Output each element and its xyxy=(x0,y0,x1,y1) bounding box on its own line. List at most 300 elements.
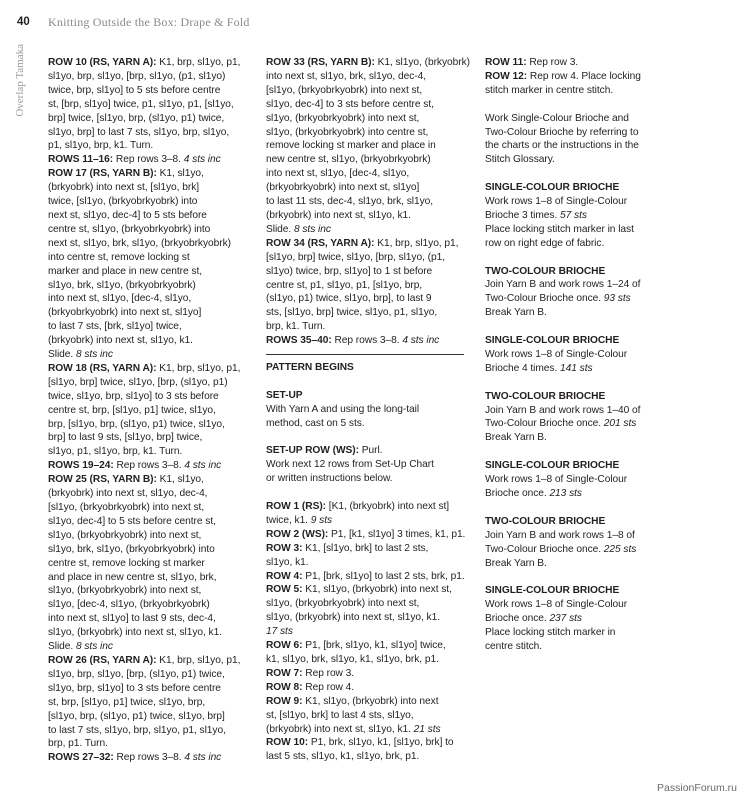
instruction-text: into next st, sl1yo] to last 9 sts, dec-4, xyxy=(48,613,216,625)
instruction-text: Brioche once. xyxy=(485,488,550,499)
instruction-text: Rep row 3. xyxy=(305,667,355,679)
text-line xyxy=(266,681,474,695)
text-line xyxy=(48,654,260,668)
paragraph-gap xyxy=(485,501,675,515)
instruction-text: (sl1yo, p1) twice, sl1yo, brp], to last 9 xyxy=(266,293,432,305)
text-line xyxy=(48,668,260,682)
row-heading: ROW 12: xyxy=(485,70,530,82)
paragraph-gap xyxy=(266,431,474,445)
text-line xyxy=(485,139,675,153)
instruction-text: Work next 12 rows from Set-Up Chart xyxy=(266,459,434,471)
instruction-text: Rep row 4. Place locking xyxy=(529,70,641,82)
instruction-text: (brkyobrk) into next st, sl1yo, k1. xyxy=(266,723,414,735)
row-heading: ROW 26 (RS, YARN A): xyxy=(48,654,160,666)
text-line xyxy=(48,598,260,612)
text-line xyxy=(48,167,260,181)
text-line xyxy=(48,459,260,473)
instruction-text: sl1yo, (brkyobrkyobrk) into next st, xyxy=(48,585,202,597)
text-line xyxy=(266,237,474,251)
text-line xyxy=(485,362,675,376)
text-line xyxy=(266,153,474,167)
row-heading: SINGLE-COLOUR BRIOCHE xyxy=(485,460,620,472)
instruction-text: brp, p1. Turn. xyxy=(48,738,108,750)
instruction-text: st, [brp, sl1yo] twice, p1, sl1yo, p1, [sl1yo, xyxy=(48,98,234,110)
instruction-text: sl1yo, brp, sl1yo, [brp, (sl1yo, p1) twice, xyxy=(48,668,225,680)
instruction-text: sl1yo, (brkyobrk) into next st, sl1yo, k1. xyxy=(266,612,440,624)
side-tab-label: Overlap Tamaka xyxy=(14,44,26,117)
paragraph-gap xyxy=(485,376,675,390)
row-heading: ROW 25 (RS, YARN B): xyxy=(48,474,160,486)
paragraph-gap xyxy=(485,445,675,459)
row-heading: ROW 33 (RS, YARN B): xyxy=(266,57,378,68)
row-heading: ROWS 35–40: xyxy=(266,335,335,347)
row-heading: TWO-COLOUR BRIOCHE xyxy=(485,265,606,277)
text-line xyxy=(266,334,474,348)
instruction-text: sl1yo, dec-4] to 3 sts before centre st, xyxy=(266,98,434,110)
page-number: 40 xyxy=(17,16,30,28)
instruction-text: Break Yarn B. xyxy=(485,557,547,569)
instruction-text: into centre st, remove locking st xyxy=(48,251,190,263)
text-line xyxy=(485,237,675,251)
instruction-text: Rep rows 3–8. xyxy=(334,335,403,347)
instruction-text: to last 11 sts, dec-4, sl1yo, brk, sl1yo, xyxy=(266,196,434,208)
text-line xyxy=(48,682,260,696)
row-heading: ROW 10: xyxy=(266,737,311,749)
instruction-text: sl1yo, dec-4] to 5 sts before centre st, xyxy=(48,515,216,527)
instruction-text: brp, [sl1yo, brp, (sl1yo, p1) twice, sl1yo, xyxy=(48,418,225,430)
text-line xyxy=(266,320,474,334)
instruction-text: Work rows 1–8 of Single-Colour xyxy=(485,348,628,360)
instruction-text: [sl1yo, (brkyobrkyobrk) into next st, xyxy=(266,84,423,96)
text-line xyxy=(48,320,260,334)
text-line xyxy=(48,84,260,98)
instruction-text: row on right edge of fabric. xyxy=(485,237,605,249)
instruction-text: sl1yo, brk, sl1yo, (brkyobrkyobrk) into xyxy=(48,543,215,555)
row-heading: SINGLE-COLOUR BRIOCHE xyxy=(485,335,620,347)
instruction-text: K1, brp, sl1yo, p1, xyxy=(159,57,241,68)
instruction-text: twice, [sl1yo, (brkyobrkyobrk) into xyxy=(48,196,198,208)
text-line xyxy=(485,626,675,640)
instruction-text: Join Yarn B and work rows 1–8 of xyxy=(485,529,635,541)
text-line xyxy=(266,139,474,153)
text-line xyxy=(266,653,474,667)
stitch-count: 213 sts xyxy=(549,488,582,499)
instruction-text: sl1yo, (brkyobrkyobrk) into next st, xyxy=(266,598,420,610)
row-heading: SINGLE-COLOUR BRIOCHE xyxy=(485,182,620,194)
row-heading: PATTERN BEGINS xyxy=(266,362,354,374)
text-line xyxy=(48,334,260,348)
stitch-count: 4 sts inc xyxy=(402,335,440,347)
instruction-text: Slide. xyxy=(48,641,76,653)
instruction-text: sl1yo) twice, brp, sl1yo] to 1 st before xyxy=(266,265,433,277)
text-line xyxy=(266,209,474,223)
text-line xyxy=(48,515,260,529)
text-line xyxy=(266,597,474,611)
text-line xyxy=(48,737,260,751)
text-line xyxy=(266,389,474,403)
text-line xyxy=(48,710,260,724)
paragraph-gap xyxy=(266,486,474,500)
row-heading: ROW 34 (RS, YARN A): xyxy=(266,237,378,249)
text-line xyxy=(48,431,260,445)
text-line xyxy=(48,696,260,710)
paragraph-gap xyxy=(485,98,675,112)
text-line xyxy=(266,279,474,293)
row-heading: ROW 18 (RS, YARN A): xyxy=(48,362,160,374)
instruction-text: Stitch Glossary. xyxy=(485,154,555,166)
instruction-text: [K1, (brkyobrk) into next st] xyxy=(328,501,450,513)
instruction-text: brp] to last 9 sts, [sl1yo, brp] twice, xyxy=(48,432,203,444)
text-line xyxy=(266,223,474,237)
text-line xyxy=(485,417,675,431)
text-line xyxy=(266,70,474,84)
row-heading: TWO-COLOUR BRIOCHE xyxy=(485,390,606,402)
text-line xyxy=(48,612,260,626)
row-heading: ROW 2 (WS): xyxy=(266,528,332,540)
text-line xyxy=(485,195,675,209)
text-line xyxy=(48,404,260,418)
instruction-text: With Yarn A and using the long-tail xyxy=(266,403,420,415)
text-line xyxy=(485,543,675,557)
text-line xyxy=(485,598,675,612)
instruction-text: sl1yo, [dec-4, sl1yo, (brkyobrkyobrk) xyxy=(48,599,210,611)
text-line xyxy=(48,445,260,459)
instruction-text: into next st, sl1yo, brk, sl1yo, dec-4, xyxy=(266,70,426,82)
instruction-text: K1, sl1yo, (brkyobrk) into next xyxy=(305,695,439,707)
text-line xyxy=(48,390,260,404)
stitch-count: 57 sts xyxy=(560,209,587,221)
text-line xyxy=(48,584,260,598)
text-line xyxy=(485,459,675,473)
text-line xyxy=(266,639,474,653)
text-line xyxy=(485,584,675,598)
instruction-text: Rep rows 3–8. xyxy=(116,752,185,764)
text-line xyxy=(48,279,260,293)
row-heading: ROW 9: xyxy=(266,695,306,707)
text-line xyxy=(485,348,675,362)
text-line xyxy=(48,181,260,195)
instruction-text: Two-Colour Brioche once. xyxy=(485,293,604,305)
instruction-text: st, brp, [sl1yo, p1] twice, sl1yo, brp, xyxy=(48,696,206,708)
instruction-text: P1, brk, sl1yo, k1, [sl1yo, brk] to xyxy=(310,737,454,749)
watermark: PassionForum.ru xyxy=(657,782,737,794)
instruction-text: Join Yarn B and work rows 1–40 of xyxy=(485,404,641,416)
text-line xyxy=(266,417,474,431)
instruction-text: and place in new centre st, sl1yo, brk, xyxy=(48,571,217,583)
instruction-text: Rep row 3. xyxy=(529,57,579,68)
text-line xyxy=(485,292,675,306)
instruction-text: brp, k1. Turn. xyxy=(266,321,326,333)
instruction-text: (brkyobrkyobrk) into next st, sl1yo] xyxy=(266,182,420,194)
instruction-text: to last 7 sts, sl1yo, brp, sl1yo, p1, sl1yo, xyxy=(48,724,226,736)
text-line xyxy=(266,556,474,570)
instruction-text: method, cast on 5 sts. xyxy=(266,417,365,429)
text-line xyxy=(266,444,474,458)
text-line xyxy=(266,56,474,70)
text-column-3 xyxy=(485,56,675,654)
text-line xyxy=(48,126,260,140)
text-line xyxy=(266,84,474,98)
instruction-text: Brioche 3 times. xyxy=(485,209,561,221)
instruction-text: K1, brp, sl1yo, p1, xyxy=(159,362,241,374)
instruction-text: P1, [k1, sl1yo] 3 times, k1, p1. xyxy=(331,528,466,540)
instruction-text: P1, [brk, sl1yo] to last 2 sts, brk, p1. xyxy=(305,570,465,582)
row-heading: ROW 7: xyxy=(266,667,306,679)
stitch-count: 237 sts xyxy=(549,613,582,625)
text-line xyxy=(48,251,260,265)
instruction-text: Work Single-Colour Brioche and xyxy=(485,112,629,124)
text-line xyxy=(266,723,474,737)
instruction-text: P1, [brk, sl1yo, k1, sl1yo] twice, xyxy=(305,640,446,652)
text-column-2 xyxy=(266,56,474,764)
row-heading: SINGLE-COLOUR BRIOCHE xyxy=(485,585,620,597)
stitch-count: 225 sts xyxy=(603,543,637,555)
instruction-text: remove locking st marker and place in xyxy=(266,140,436,152)
text-line xyxy=(266,98,474,112)
text-line xyxy=(485,473,675,487)
text-line xyxy=(48,724,260,738)
running-title: Knitting Outside the Box: Drape & Fold xyxy=(48,15,250,29)
instruction-text: sl1yo, brp] to last 7 sts, sl1yo, brp, sl1yo, xyxy=(48,126,230,138)
instruction-text: K1, sl1yo, (brkyobrk) into next st, xyxy=(305,584,452,596)
text-line xyxy=(48,640,260,654)
instruction-text: sl1yo, brp, sl1yo] to 3 sts before centre xyxy=(48,682,221,694)
row-heading: ROW 4: xyxy=(266,570,306,582)
text-line xyxy=(48,265,260,279)
row-heading: ROW 17 (RS, YARN B): xyxy=(48,168,160,180)
paragraph-gap xyxy=(485,570,675,584)
instruction-text: Slide. xyxy=(48,349,76,361)
instruction-text: (brkyobrk) into next st, [sl1yo, brk] xyxy=(48,182,200,194)
text-column-1 xyxy=(48,56,260,765)
instruction-text: centre st, brp, [sl1yo, p1] twice, sl1yo, xyxy=(48,404,216,416)
instruction-text: twice, k1. xyxy=(266,514,311,526)
text-line xyxy=(266,500,474,514)
row-heading: ROW 10 (RS, YARN A): xyxy=(48,57,160,68)
text-line xyxy=(266,542,474,556)
text-line xyxy=(485,390,675,404)
instruction-text: [sl1yo, brp] twice, sl1yo, [brp, (sl1yo, p1) xyxy=(48,376,228,388)
instruction-text: into next st, sl1yo, [dec-4, sl1yo, xyxy=(266,168,410,180)
text-line xyxy=(48,98,260,112)
instruction-text: Brioche 4 times. xyxy=(485,362,561,374)
instruction-text: sl1yo, k1. xyxy=(266,556,309,568)
instruction-text: next st, sl1yo, dec-4] to 5 sts before xyxy=(48,209,207,221)
text-line xyxy=(266,709,474,723)
text-line xyxy=(266,736,474,750)
paragraph-gap xyxy=(266,375,474,389)
text-line xyxy=(48,571,260,585)
stitch-count: 4 sts inc xyxy=(184,752,222,764)
stitch-count: 201 sts xyxy=(603,418,637,430)
paragraph-gap xyxy=(485,320,675,334)
text-line xyxy=(485,557,675,571)
paragraph-gap xyxy=(485,167,675,181)
instruction-text: [sl1yo, brp] twice, sl1yo, [brp, sl1yo, (p1, xyxy=(266,251,445,263)
text-line xyxy=(266,403,474,417)
text-line xyxy=(485,223,675,237)
instruction-text: last 5 sts, sl1yo, k1, sl1yo, brk, p1. xyxy=(266,751,420,763)
instruction-text: st, [sl1yo, brk] to last 4 sts, sl1yo, xyxy=(266,709,414,721)
instruction-text: centre st, sl1yo, (brkyobrkyobrk) into xyxy=(48,223,211,235)
text-line xyxy=(48,292,260,306)
instruction-text: sl1yo, brk, sl1yo, (brkyobrkyobrk) xyxy=(48,279,196,291)
instruction-text: centre st, remove locking st marker xyxy=(48,557,205,569)
instruction-text: Work rows 1–8 of Single-Colour xyxy=(485,599,628,611)
text-line xyxy=(48,501,260,515)
instruction-text: K1, sl1yo, xyxy=(159,474,204,486)
instruction-text: Work rows 1–8 of Single-Colour xyxy=(485,474,628,486)
text-line xyxy=(266,695,474,709)
text-line xyxy=(266,181,474,195)
row-heading: SET-UP xyxy=(266,389,303,401)
instruction-text: stitch marker in centre stitch. xyxy=(485,84,614,96)
instruction-text: Work rows 1–8 of Single-Colour xyxy=(485,196,628,208)
text-line xyxy=(266,251,474,265)
text-line xyxy=(485,112,675,126)
instruction-text: k1, sl1yo, brk, sl1yo, k1, sl1yo, brk, p1. xyxy=(266,654,439,666)
stitch-count: 141 sts xyxy=(560,362,593,374)
instruction-text: Rep row 4. xyxy=(305,681,355,693)
instruction-text: the charts or the instructions in the xyxy=(485,140,639,152)
text-line xyxy=(48,153,260,167)
stitch-count: 8 sts inc xyxy=(293,223,331,235)
instruction-text: Break Yarn B. xyxy=(485,307,547,319)
instruction-text: sl1yo, (brkyobrkyobrk) into next st, xyxy=(266,112,420,124)
text-line xyxy=(48,626,260,640)
text-line xyxy=(485,209,675,223)
page-header xyxy=(0,13,749,33)
instruction-text: marker and place in new centre st, xyxy=(48,265,203,277)
text-line xyxy=(266,472,474,486)
text-line xyxy=(266,750,474,764)
instruction-text: sts, [sl1yo, brp] twice, sl1yo, p1, sl1yo, xyxy=(266,307,438,319)
instruction-text: K1, brp, sl1yo, p1, xyxy=(159,654,241,666)
instruction-text: Place locking stitch marker in xyxy=(485,627,616,639)
instruction-text: twice, sl1yo, brp, sl1yo] to 3 sts before xyxy=(48,390,219,402)
text-line xyxy=(485,515,675,529)
instruction-text: centre st, p1, sl1yo, p1, [sl1yo, brp, xyxy=(266,279,423,291)
instruction-text: Break Yarn B. xyxy=(485,432,547,444)
instruction-text: (brkyobrk) into next st, sl1yo, k1. xyxy=(266,209,411,221)
instruction-text: new centre st, sl1yo, (brkyobrkyobrk) xyxy=(266,154,431,166)
instruction-text: centre stitch. xyxy=(485,640,543,652)
row-heading: SET-UP ROW (WS): xyxy=(266,445,362,457)
text-line xyxy=(485,84,675,98)
instruction-text: [sl1yo, (brkyobrkyobrk) into next st, xyxy=(48,502,205,513)
row-heading: TWO-COLOUR BRIOCHE xyxy=(485,515,606,527)
row-heading: ROWS 11–16: xyxy=(48,154,116,166)
row-heading: ROW 6: xyxy=(266,640,306,652)
paragraph-gap xyxy=(485,251,675,265)
text-line xyxy=(48,195,260,209)
text-line xyxy=(266,112,474,126)
instruction-text: K1, brp, sl1yo, p1, xyxy=(377,237,459,249)
text-line xyxy=(266,528,474,542)
stitch-count: 9 sts xyxy=(310,514,333,526)
text-line xyxy=(48,348,260,362)
section-rule xyxy=(266,354,464,355)
instruction-text: to last 7 sts, [brk, sl1yo] twice, xyxy=(48,321,182,333)
instruction-text: sl1yo, (brkyobrk) into next st, sl1yo, k1. xyxy=(48,627,222,639)
text-line xyxy=(266,625,474,639)
text-line xyxy=(485,181,675,195)
instruction-text: Purl. xyxy=(361,445,383,457)
text-line xyxy=(485,334,675,348)
instruction-text: sl1yo, p1, sl1yo, brp, k1. Turn. xyxy=(48,446,183,458)
instruction-text: Two-Colour Brioche by referring to xyxy=(485,126,639,138)
text-line xyxy=(485,278,675,292)
instruction-text: next st, sl1yo, brk, sl1yo, (brkyobrkyobrk) xyxy=(48,237,231,249)
text-line xyxy=(485,126,675,140)
text-line xyxy=(48,418,260,432)
text-line xyxy=(485,306,675,320)
instruction-text: Slide. xyxy=(266,223,294,235)
text-line xyxy=(266,361,474,375)
text-line xyxy=(485,640,675,654)
instruction-text: brp] twice, [sl1yo, brp, (sl1yo, p1) twice, xyxy=(48,112,225,124)
row-heading: ROW 8: xyxy=(266,681,306,693)
text-line xyxy=(485,487,675,501)
text-line xyxy=(266,292,474,306)
text-line xyxy=(48,139,260,153)
instruction-text: Rep rows 3–8. xyxy=(116,460,185,472)
text-line xyxy=(48,209,260,223)
text-line xyxy=(266,570,474,584)
row-heading: ROW 5: xyxy=(266,584,306,596)
instruction-text: Rep rows 3–8. xyxy=(115,154,184,166)
instruction-text: sl1yo, brp, sl1yo, [brp, sl1yo, (p1, sl1yo) xyxy=(48,70,226,82)
text-line xyxy=(266,167,474,181)
instruction-text: (brkyobrkyobrk) into next st, sl1yo] xyxy=(48,307,202,319)
text-line xyxy=(48,237,260,251)
text-line xyxy=(48,362,260,376)
instruction-text: K1, sl1yo, (brkyobrk) xyxy=(377,57,470,68)
text-line xyxy=(48,306,260,320)
text-line xyxy=(48,529,260,543)
text-line xyxy=(48,557,260,571)
text-line xyxy=(485,612,675,626)
instruction-text: Join Yarn B and work rows 1–24 of xyxy=(485,279,641,291)
instruction-text: Brioche once. xyxy=(485,613,550,625)
row-heading: ROWS 27–32: xyxy=(48,752,117,764)
text-line xyxy=(266,306,474,320)
text-line xyxy=(48,56,260,70)
instruction-text: Two-Colour Brioche once. xyxy=(485,418,604,430)
text-line xyxy=(266,514,474,528)
text-line xyxy=(48,543,260,557)
stitch-count: 4 sts inc xyxy=(183,154,221,166)
text-line xyxy=(485,404,675,418)
text-line xyxy=(48,376,260,390)
instruction-text: sl1yo, (brkyobrkyobrk) into next st, xyxy=(48,529,202,541)
text-line xyxy=(485,431,675,445)
instruction-text: p1, sl1yo, brp, k1. Turn. xyxy=(48,140,154,152)
row-heading: ROW 3: xyxy=(266,542,306,554)
stitch-count: 93 sts xyxy=(603,293,631,305)
instruction-text: K1, sl1yo, xyxy=(159,168,204,180)
text-line xyxy=(48,112,260,126)
instruction-text: Place locking stitch marker in last xyxy=(485,223,634,235)
text-line xyxy=(48,473,260,487)
instruction-text: twice, brp, sl1yo] to 5 sts before centre xyxy=(48,84,221,96)
text-line xyxy=(266,195,474,209)
instruction-text: Two-Colour Brioche once. xyxy=(485,543,604,555)
stitch-count: 21 sts xyxy=(413,723,441,735)
instruction-text: into next st, sl1yo, [dec-4, sl1yo, xyxy=(48,293,192,305)
side-tab xyxy=(14,44,28,134)
text-line xyxy=(266,265,474,279)
